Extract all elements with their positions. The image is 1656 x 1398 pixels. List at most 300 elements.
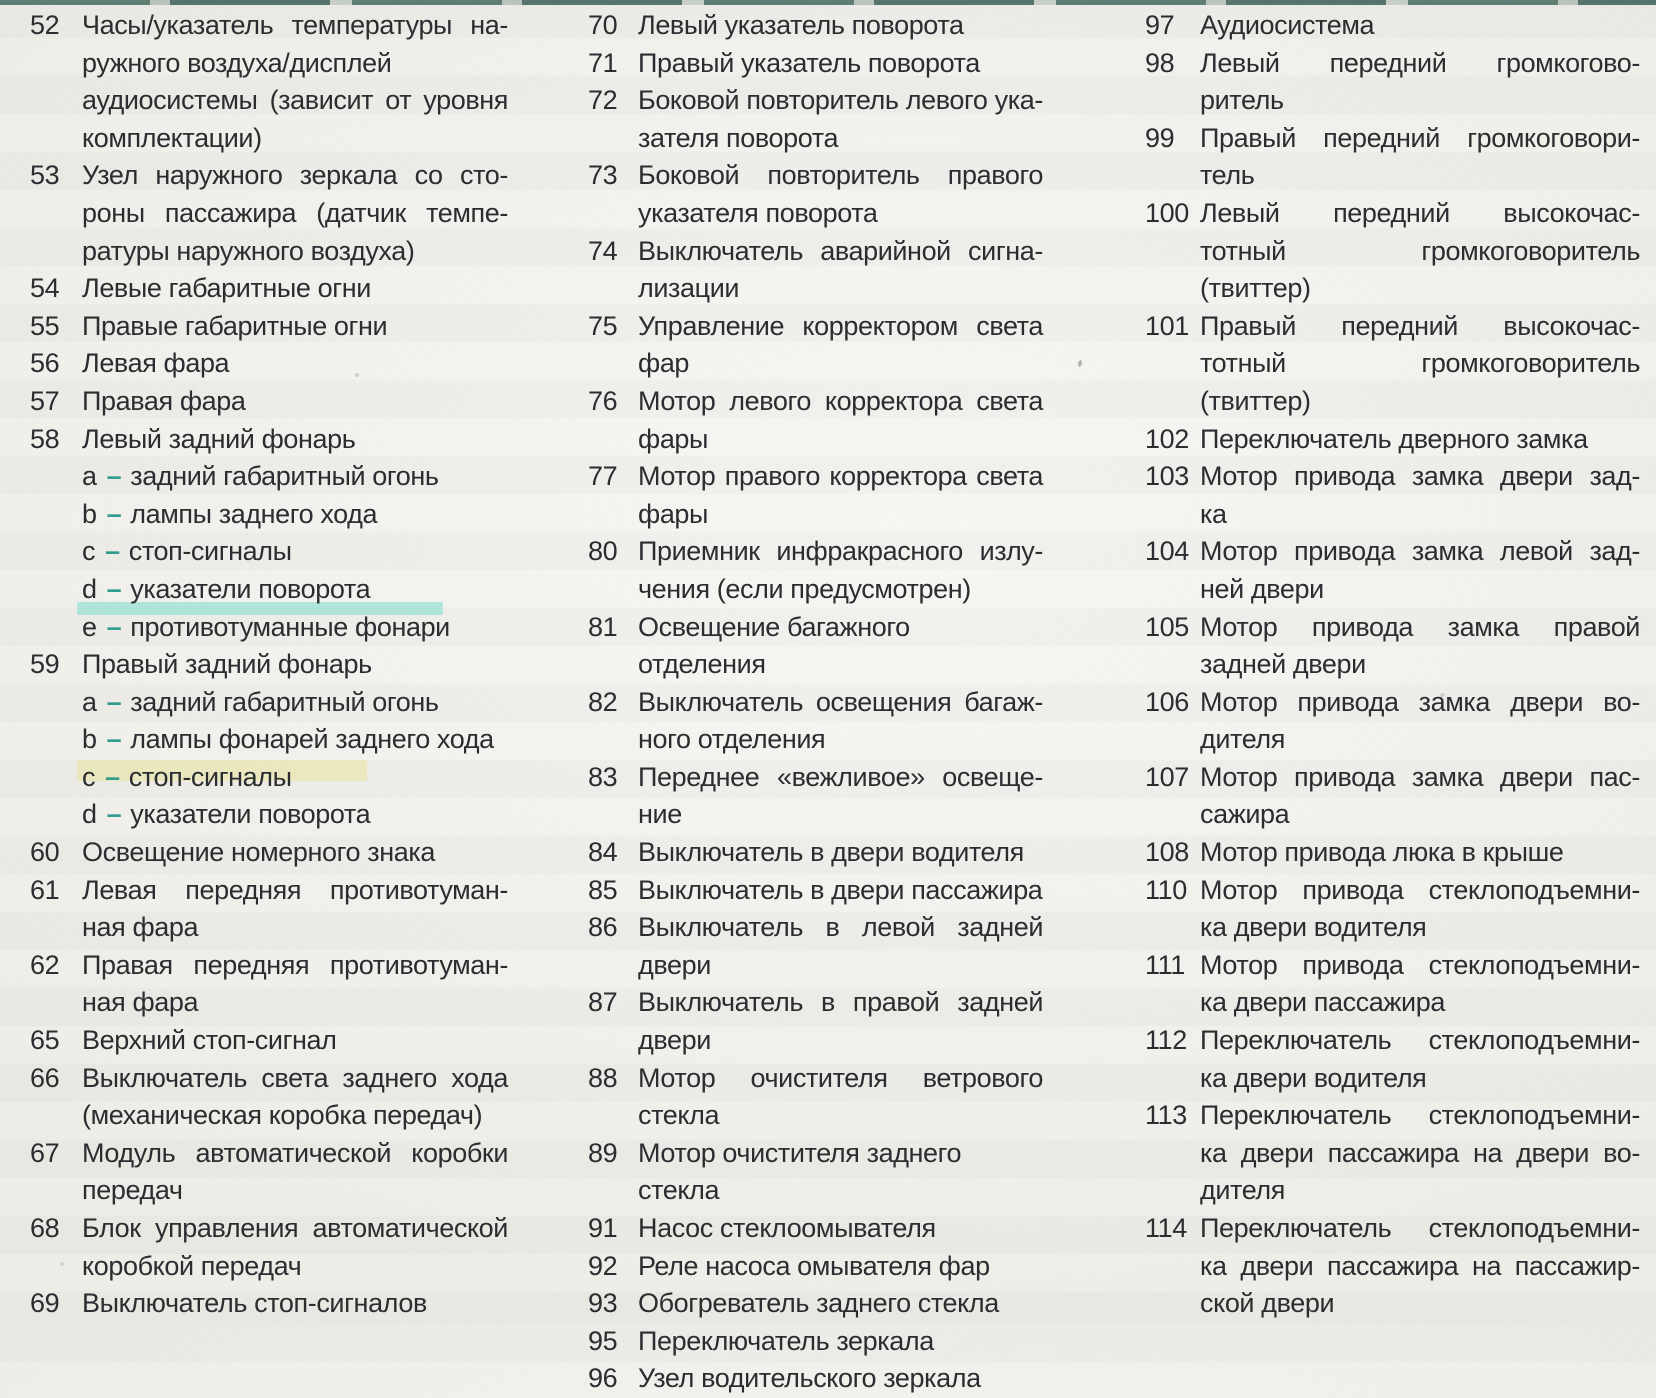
sub-item-text: задний габаритный огонь bbox=[130, 686, 439, 717]
item-number: 84 bbox=[588, 837, 618, 868]
item-text bbox=[638, 1248, 1043, 1286]
list-item bbox=[30, 383, 508, 421]
item-number: 81 bbox=[588, 611, 618, 642]
list-item bbox=[588, 1323, 1043, 1361]
item-number: 77 bbox=[588, 461, 618, 492]
item-line: Левые габаритные огни bbox=[82, 273, 371, 304]
item-text bbox=[638, 1323, 1043, 1361]
item-number: 93 bbox=[588, 1288, 618, 1319]
column-3 bbox=[1145, 7, 1640, 1398]
list-item bbox=[588, 609, 1043, 684]
sub-item-letter: b bbox=[82, 498, 97, 529]
item-line: Правый передний громкоговори- bbox=[1200, 122, 1640, 153]
item-line: Боковой повторитель левого ука- bbox=[638, 85, 1043, 116]
sub-item-dash: – bbox=[106, 461, 122, 492]
list-item bbox=[1145, 1210, 1640, 1323]
item-number: 54 bbox=[30, 273, 60, 304]
sub-item-dash: – bbox=[106, 573, 122, 604]
item-text bbox=[1200, 684, 1640, 759]
list-item bbox=[588, 909, 1043, 984]
list-item bbox=[1145, 947, 1640, 1022]
item-text bbox=[638, 82, 1043, 157]
sub-item-text: противотуманные фонари bbox=[130, 611, 450, 642]
item-number: 67 bbox=[30, 1137, 60, 1168]
sub-item-dash: – bbox=[105, 536, 120, 567]
item-line: (твиттер) bbox=[1200, 273, 1311, 304]
item-number: 101 bbox=[1145, 310, 1189, 341]
list-item bbox=[1145, 834, 1640, 872]
list-item bbox=[1145, 120, 1640, 195]
item-line: Правые габаритные огни bbox=[82, 310, 388, 341]
item-line: Выключатель света заднего хода bbox=[82, 1062, 508, 1093]
item-text bbox=[638, 609, 1043, 684]
item-number: 88 bbox=[588, 1062, 618, 1093]
sub-item-letter: d bbox=[82, 573, 97, 604]
item-line: Переключатель зеркала bbox=[638, 1325, 934, 1356]
item-line: указателя поворота bbox=[638, 197, 878, 228]
item-text bbox=[638, 45, 1043, 83]
item-text bbox=[82, 1022, 508, 1060]
item-line: коробкой передач bbox=[82, 1250, 302, 1281]
item-number: 80 bbox=[588, 536, 618, 567]
item-line: ской двери bbox=[1200, 1288, 1335, 1319]
item-line: комплектации) bbox=[82, 122, 262, 153]
list-item bbox=[588, 45, 1043, 83]
item-number: 56 bbox=[30, 348, 60, 379]
item-text bbox=[1200, 308, 1640, 421]
item-line: Мотор привода замка левой зад- bbox=[1200, 536, 1640, 567]
list-item bbox=[588, 458, 1043, 533]
item-line: Выключатель освещения багаж- bbox=[638, 686, 1043, 717]
item-line: Освещение багажного отделения bbox=[638, 611, 910, 680]
item-text bbox=[82, 308, 508, 346]
list-item bbox=[588, 7, 1043, 45]
sub-item-dash: – bbox=[105, 761, 120, 792]
sub-item bbox=[82, 796, 508, 834]
item-line: Приемник инфракрасного излу- bbox=[638, 536, 1043, 567]
item-line: Левая фара bbox=[82, 348, 230, 379]
item-line: фары bbox=[638, 423, 709, 454]
list-item bbox=[1145, 609, 1640, 684]
item-number: 106 bbox=[1145, 686, 1189, 717]
item-line: Левый задний фонарь bbox=[82, 423, 356, 454]
item-number: 83 bbox=[588, 761, 618, 792]
item-line: зателя поворота bbox=[638, 122, 839, 153]
item-line: Переключатель дверного замка bbox=[1200, 423, 1588, 454]
item-number: 73 bbox=[588, 160, 618, 191]
sub-item-letter: d bbox=[82, 799, 97, 830]
item-number: 111 bbox=[1145, 949, 1185, 980]
item-line: ка двери водителя bbox=[1200, 912, 1427, 943]
item-text bbox=[638, 984, 1043, 1059]
item-line: (механическая коробка передач) bbox=[82, 1100, 483, 1131]
item-text bbox=[1200, 1097, 1640, 1210]
item-line: Реле насоса омывателя фар bbox=[638, 1250, 990, 1281]
item-text bbox=[82, 421, 508, 647]
item-line: ная фара bbox=[82, 987, 199, 1018]
item-text bbox=[638, 909, 1043, 984]
item-line: Переключатель стеклоподъемни- bbox=[1200, 1100, 1640, 1131]
item-line: Мотор привода стеклоподъемни- bbox=[1200, 949, 1640, 980]
item-number: 60 bbox=[30, 837, 60, 868]
sub-item-letter: a bbox=[82, 461, 97, 492]
item-line: аудиосистемы (зависит от уровня bbox=[82, 85, 508, 116]
item-line: ней двери bbox=[1200, 573, 1324, 604]
list-item bbox=[30, 947, 508, 1022]
list-item bbox=[588, 834, 1043, 872]
item-text bbox=[82, 270, 508, 308]
list-item bbox=[30, 308, 508, 346]
item-number: 114 bbox=[1145, 1213, 1187, 1243]
item-line: Выключатель аварийной сигна- bbox=[638, 235, 1043, 266]
item-number: 91 bbox=[588, 1213, 618, 1243]
item-line: задней двери bbox=[1200, 649, 1366, 680]
sub-item-letter: a bbox=[82, 686, 97, 717]
sub-item bbox=[82, 609, 508, 647]
item-number: 82 bbox=[588, 686, 618, 717]
list-item bbox=[1145, 533, 1640, 608]
item-number: 55 bbox=[30, 310, 60, 341]
item-line: ного отделения bbox=[638, 724, 826, 755]
list-item bbox=[1145, 458, 1640, 533]
item-text bbox=[82, 1060, 508, 1135]
item-line: Мотор левого корректора света bbox=[638, 385, 1043, 416]
item-text bbox=[82, 157, 508, 270]
sub-item bbox=[82, 458, 508, 496]
list-item bbox=[1145, 1097, 1640, 1210]
item-line: дителя bbox=[1200, 1175, 1285, 1206]
item-text bbox=[82, 834, 508, 872]
item-line: стекла bbox=[638, 1100, 720, 1131]
item-line: Блок управления автоматической bbox=[82, 1213, 508, 1243]
list-item bbox=[588, 383, 1043, 458]
item-line: Узел наружного зеркала со сто- bbox=[82, 160, 508, 191]
item-number: 100 bbox=[1145, 197, 1189, 228]
list-item bbox=[30, 1135, 508, 1210]
item-text bbox=[82, 383, 508, 421]
item-line: чения (если предусмотрен) bbox=[638, 573, 971, 604]
item-text bbox=[82, 7, 508, 157]
item-number: 61 bbox=[30, 874, 60, 905]
item-text bbox=[638, 1285, 1043, 1323]
item-line: Мотор привода люка в крыше bbox=[1200, 837, 1564, 868]
sub-item-text: стоп-сигналы bbox=[128, 761, 292, 792]
item-line: сажира bbox=[1200, 799, 1290, 830]
sub-item-text: лампы фонарей заднего хода bbox=[130, 724, 494, 755]
item-number: 75 bbox=[588, 310, 618, 341]
item-line: ка двери пассажира на пассажир- bbox=[1200, 1250, 1640, 1281]
item-line: Правый передний высокочас- bbox=[1200, 310, 1640, 341]
item-line: Мотор привода замка двери пас- bbox=[1200, 761, 1640, 792]
item-text bbox=[1200, 834, 1640, 872]
item-text bbox=[638, 684, 1043, 759]
list-item bbox=[588, 233, 1043, 308]
item-number: 98 bbox=[1145, 47, 1175, 78]
list-item bbox=[588, 984, 1043, 1059]
item-number: 52 bbox=[30, 10, 60, 40]
item-line: Выключатель в двери пассажира bbox=[638, 874, 1043, 905]
item-text bbox=[82, 646, 508, 834]
item-number: 97 bbox=[1145, 10, 1175, 40]
item-text bbox=[638, 458, 1043, 533]
item-text bbox=[638, 383, 1043, 458]
list-item bbox=[1145, 7, 1640, 45]
item-line: Левый указатель поворота bbox=[638, 10, 964, 40]
item-number: 70 bbox=[588, 10, 618, 40]
item-number: 113 bbox=[1145, 1100, 1187, 1131]
item-number: 58 bbox=[30, 423, 60, 454]
item-line: Мотор правого корректора света bbox=[638, 461, 1043, 492]
item-line: фары bbox=[638, 498, 709, 529]
item-line: ружного воздуха/дисплей bbox=[82, 47, 392, 78]
item-number: 96 bbox=[588, 1363, 618, 1394]
item-number: 68 bbox=[30, 1213, 60, 1243]
item-line: Мотор привода замка двери во- bbox=[1200, 686, 1640, 717]
item-text bbox=[1200, 45, 1640, 120]
list-item bbox=[1145, 872, 1640, 947]
sub-item-text: задний габаритный огонь bbox=[130, 461, 439, 492]
item-line: Левый передний высокочас- bbox=[1200, 197, 1640, 228]
item-number: 74 bbox=[588, 235, 618, 266]
sub-item-dash: – bbox=[106, 686, 122, 717]
item-number: 112 bbox=[1145, 1025, 1187, 1056]
list-item bbox=[588, 872, 1043, 910]
item-number: 76 bbox=[588, 385, 618, 416]
item-line: ка двери пассажира на двери во- bbox=[1200, 1137, 1640, 1168]
list-item bbox=[30, 345, 508, 383]
list-item bbox=[30, 421, 508, 647]
list-item bbox=[1145, 195, 1640, 308]
item-text bbox=[1200, 1210, 1640, 1323]
item-line: Узел водительского зеркала bbox=[638, 1363, 981, 1394]
item-number: 86 bbox=[588, 912, 618, 943]
item-number: 102 bbox=[1145, 423, 1189, 454]
item-line: ка двери пассажира bbox=[1200, 987, 1445, 1018]
item-line: Переключатель стеклоподъемни- bbox=[1200, 1213, 1640, 1243]
sub-item-text: лампы заднего хода bbox=[130, 498, 378, 529]
item-number: 95 bbox=[588, 1325, 618, 1356]
list-item bbox=[30, 1285, 508, 1323]
item-line: Правая фара bbox=[82, 385, 246, 416]
item-number: 108 bbox=[1145, 837, 1189, 868]
list-item bbox=[588, 759, 1043, 834]
item-line: Освещение номерного знака bbox=[82, 837, 435, 868]
item-number: 103 bbox=[1145, 461, 1189, 492]
list-item bbox=[588, 1135, 1043, 1210]
item-line: Мотор привода замка правой bbox=[1200, 611, 1640, 642]
list-item bbox=[1145, 308, 1640, 421]
item-text bbox=[1200, 421, 1640, 459]
item-line: ратуры наружного воздуха) bbox=[82, 235, 415, 266]
sub-item-letter: b bbox=[82, 724, 97, 755]
sub-item bbox=[82, 684, 508, 722]
item-text bbox=[1200, 609, 1640, 684]
list-item bbox=[588, 1210, 1043, 1248]
column-2 bbox=[588, 7, 1043, 1398]
item-text bbox=[1200, 120, 1640, 195]
list-item bbox=[30, 834, 508, 872]
item-text bbox=[638, 157, 1043, 232]
item-text bbox=[638, 759, 1043, 834]
item-text bbox=[638, 7, 1043, 45]
list-item bbox=[1145, 1022, 1640, 1097]
item-line: Правая передняя противотуман- bbox=[82, 949, 508, 980]
item-line: Мотор привода замка двери зад- bbox=[1200, 461, 1640, 492]
item-line: Переднее «вежливое» освеще- bbox=[638, 761, 1043, 792]
item-line: двери bbox=[638, 949, 711, 980]
sub-item bbox=[82, 571, 508, 609]
item-text bbox=[638, 834, 1043, 872]
list-item bbox=[1145, 45, 1640, 120]
sub-item-text: стоп-сигналы bbox=[128, 536, 292, 567]
sub-item-dash: – bbox=[106, 724, 122, 755]
item-line: дителя bbox=[1200, 724, 1285, 755]
item-text bbox=[638, 533, 1043, 608]
item-line: Мотор очистителя заднего стекла bbox=[638, 1137, 962, 1206]
item-number: 69 bbox=[30, 1288, 60, 1319]
item-line: Обогреватель заднего стекла bbox=[638, 1288, 999, 1319]
item-text bbox=[638, 1135, 1043, 1210]
item-text bbox=[1200, 7, 1640, 45]
item-line: Мотор очистителя ветрового bbox=[638, 1062, 1043, 1093]
sub-item-text: указатели поворота bbox=[130, 799, 371, 830]
item-text bbox=[82, 1135, 508, 1210]
item-line: Боковой повторитель правого bbox=[638, 160, 1043, 191]
item-text bbox=[638, 1360, 1043, 1398]
item-text bbox=[1200, 1022, 1640, 1097]
item-text bbox=[638, 1060, 1043, 1135]
sub-item bbox=[82, 496, 508, 534]
column-1 bbox=[30, 7, 508, 1398]
list-item bbox=[588, 157, 1043, 232]
list-item bbox=[30, 157, 508, 270]
item-line: Выключатель в правой задней bbox=[638, 987, 1043, 1018]
item-line: Верхний стоп-сигнал bbox=[82, 1025, 337, 1056]
item-text bbox=[1200, 759, 1640, 834]
sub-item-letter: e bbox=[82, 611, 97, 642]
item-line: Переключатель стеклоподъемни- bbox=[1200, 1025, 1640, 1056]
item-number: 53 bbox=[30, 160, 60, 191]
item-line: Левая передняя противотуман- bbox=[82, 874, 508, 905]
item-line: Левый передний громкогово- bbox=[1200, 47, 1640, 78]
item-line: Выключатель в левой задней bbox=[638, 912, 1043, 943]
item-number: 89 bbox=[588, 1137, 618, 1168]
item-text bbox=[82, 1285, 508, 1323]
item-line: Мотор привода стеклоподъемни- bbox=[1200, 874, 1640, 905]
sub-item bbox=[82, 759, 508, 797]
item-text bbox=[1200, 195, 1640, 308]
item-line: Насос стеклоомывателя bbox=[638, 1213, 936, 1243]
list-item bbox=[588, 82, 1043, 157]
item-number: 110 bbox=[1145, 874, 1187, 905]
item-number: 104 bbox=[1145, 536, 1189, 567]
sub-item-letter: c bbox=[82, 536, 96, 567]
item-number: 99 bbox=[1145, 122, 1175, 153]
list-item bbox=[30, 1210, 508, 1285]
item-number: 107 bbox=[1145, 761, 1189, 792]
item-line: передач bbox=[82, 1175, 183, 1206]
item-number: 105 bbox=[1145, 611, 1189, 642]
list-item bbox=[588, 684, 1043, 759]
sub-item-text: указатели поворота bbox=[130, 573, 371, 604]
item-line: Аудиосистема bbox=[1200, 10, 1375, 40]
item-text bbox=[1200, 947, 1640, 1022]
list-item bbox=[30, 872, 508, 947]
item-line: ная фара bbox=[82, 912, 199, 943]
sub-item bbox=[82, 533, 508, 571]
item-line: тотный громкоговоритель bbox=[1200, 348, 1640, 379]
item-text bbox=[638, 872, 1043, 910]
item-number: 92 bbox=[588, 1250, 618, 1281]
item-line: тель bbox=[1200, 160, 1255, 191]
item-number: 57 bbox=[30, 385, 60, 416]
list-item bbox=[1145, 759, 1640, 834]
item-number: 85 bbox=[588, 874, 618, 905]
list-item bbox=[1145, 684, 1640, 759]
item-line: (твиттер) bbox=[1200, 385, 1311, 416]
item-line: Правый указатель поворота bbox=[638, 47, 980, 78]
list-item bbox=[588, 533, 1043, 608]
list-item bbox=[1145, 421, 1640, 459]
item-line: ритель bbox=[1200, 85, 1284, 116]
item-line: лизации bbox=[638, 273, 740, 304]
item-text bbox=[638, 1210, 1043, 1248]
sub-item bbox=[82, 721, 508, 759]
item-line: Выключатель стоп-сигналов bbox=[82, 1288, 427, 1319]
list-item bbox=[30, 7, 508, 157]
item-text bbox=[82, 872, 508, 947]
item-text bbox=[82, 1210, 508, 1285]
item-number: 66 bbox=[30, 1062, 60, 1093]
sub-item-dash: – bbox=[106, 611, 122, 642]
item-line: ние bbox=[638, 799, 682, 830]
item-text bbox=[1200, 872, 1640, 947]
item-text bbox=[1200, 533, 1640, 608]
item-line: двери bbox=[638, 1025, 711, 1056]
list-item bbox=[30, 270, 508, 308]
item-line: тотный громкоговоритель bbox=[1200, 235, 1640, 266]
sub-item-dash: – bbox=[106, 498, 122, 529]
list-item bbox=[588, 1060, 1043, 1135]
list-item bbox=[588, 308, 1043, 383]
item-text bbox=[82, 947, 508, 1022]
list-item bbox=[588, 1248, 1043, 1286]
item-number: 87 bbox=[588, 987, 618, 1018]
item-line: ка двери водителя bbox=[1200, 1062, 1427, 1093]
item-number: 65 bbox=[30, 1025, 60, 1056]
item-text bbox=[638, 233, 1043, 308]
item-line: ка bbox=[1200, 498, 1227, 529]
sub-item-dash: – bbox=[106, 799, 122, 830]
item-number: 62 bbox=[30, 949, 60, 980]
item-text bbox=[638, 308, 1043, 383]
item-line: роны пассажира (датчик темпе- bbox=[82, 197, 508, 228]
item-text bbox=[82, 345, 508, 383]
list-item bbox=[30, 1022, 508, 1060]
list-item bbox=[588, 1360, 1043, 1398]
item-number: 71 bbox=[588, 47, 618, 78]
sub-item-letter: c bbox=[82, 761, 96, 792]
item-line: Управление корректором света bbox=[638, 310, 1043, 341]
item-number: 59 bbox=[30, 649, 60, 680]
item-number: 72 bbox=[588, 85, 618, 116]
item-line: фар bbox=[638, 348, 690, 379]
item-line: Часы/указатель температуры на- bbox=[82, 10, 508, 40]
list-item bbox=[30, 646, 508, 834]
list-item bbox=[30, 1060, 508, 1135]
item-line: Модуль автоматической коробки bbox=[82, 1137, 508, 1168]
list-item bbox=[588, 1285, 1043, 1323]
